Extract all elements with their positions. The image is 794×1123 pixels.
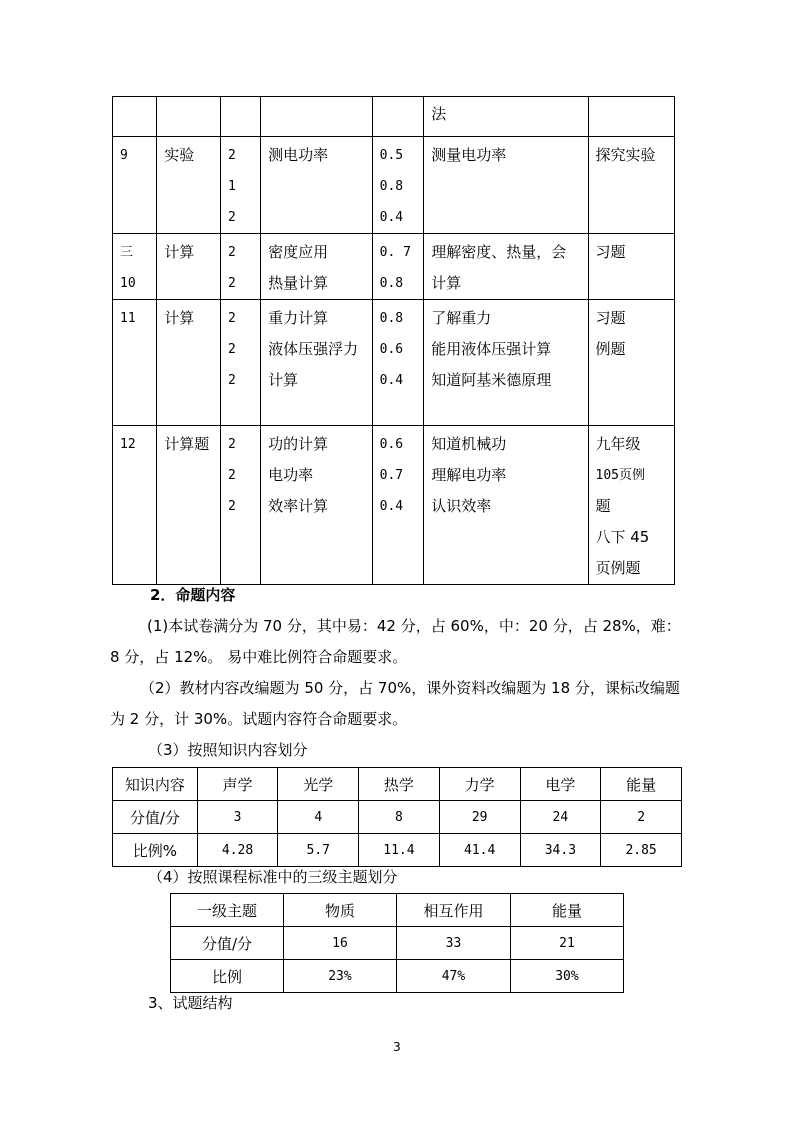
table-cell [588, 234, 675, 300]
table-row [171, 927, 624, 960]
cell-line: 九年级 [595, 435, 641, 453]
cell-line: 认识效率 [431, 497, 492, 515]
cell-line: 2 [227, 276, 236, 291]
cell-line: 0.4 [379, 499, 404, 514]
cell-line: 知道阿基米德原理 [431, 371, 552, 389]
cell-line: 2 [227, 148, 236, 163]
table-cell: 分值/分 [171, 927, 284, 960]
table-cell [424, 426, 588, 585]
cell-line: 11 [120, 311, 136, 326]
table-cell: 4 [278, 801, 359, 834]
cell-line [380, 99, 424, 130]
table-cell [372, 234, 424, 300]
cell-line: 电功率 [268, 466, 314, 484]
table-cell [372, 137, 424, 234]
table-row [113, 426, 675, 585]
exam-item-table [112, 96, 675, 585]
cell-line: 热量计算 [268, 274, 329, 292]
table-cell [261, 97, 373, 137]
table-cell: 47% [396, 960, 510, 993]
table-cell [113, 97, 157, 137]
table-cell [372, 300, 424, 426]
table-cell [372, 426, 424, 585]
cell-line: 重力计算 [268, 309, 329, 327]
table-cell [220, 137, 260, 234]
table-cell: 热学 [359, 768, 440, 801]
table-cell [157, 137, 221, 234]
table-cell: 33 [396, 927, 510, 960]
cell-line: 实验 [164, 146, 195, 164]
table-cell: 30% [510, 960, 623, 993]
table-cell: 41.4 [439, 834, 520, 867]
cell-line: 知道机械功 [431, 435, 507, 453]
cell-line: 了解重力 [431, 309, 492, 327]
cell-line: 题 [595, 497, 611, 515]
table-cell [220, 234, 260, 300]
table-cell: 一级主题 [171, 894, 284, 927]
knowledge-content-table [112, 767, 682, 867]
table-cell: 比例 [171, 960, 284, 993]
page-number: 3 [393, 1040, 401, 1054]
table-cell [157, 97, 221, 137]
table-cell: 比例% [113, 834, 198, 867]
cell-line: 效率计算 [268, 497, 329, 515]
table-cell [157, 426, 221, 585]
table-cell: 光学 [278, 768, 359, 801]
table-cell [424, 137, 588, 234]
cell-line [164, 99, 220, 130]
table-row [113, 137, 675, 234]
table-cell [261, 137, 373, 234]
cell-line: 2 [227, 342, 236, 357]
cell-line: 计算 [164, 309, 195, 327]
table-row [113, 300, 675, 426]
cell-line: 2 [227, 437, 236, 452]
table-cell [588, 426, 675, 585]
table-row [113, 97, 675, 137]
paragraph-knowledge-heading: （3）按照知识内容划分 [148, 741, 308, 759]
table-cell: 21 [510, 927, 623, 960]
paragraph-difficulty: (1)本试卷满分为 70 分，其中易：42 分，占 60%，中：20 分，占 28%，难：8 分，占 12%。 易中难比例符合命题要求。 [110, 617, 681, 666]
table-cell [157, 234, 221, 300]
table-cell [261, 234, 373, 300]
cell-line: 理解电功率 [431, 466, 507, 484]
cell-line: 计算 [268, 371, 299, 389]
table-cell: 34.3 [520, 834, 601, 867]
cell-line: 0.7 [379, 468, 404, 483]
table-cell [113, 234, 157, 300]
table-cell [113, 137, 157, 234]
cell-line: 0.4 [379, 210, 404, 225]
table-cell: 分值/分 [113, 801, 198, 834]
cell-line: 理解密度、热量，会 [431, 243, 567, 261]
table-row [171, 894, 624, 927]
cell-line [120, 99, 156, 130]
cell-line: 测量电功率 [431, 146, 507, 164]
cell-line: 0.6 [379, 342, 404, 357]
cell-line: 0.5 [379, 148, 404, 163]
table-cell: 声学 [197, 768, 278, 801]
cell-line: 10 [120, 276, 136, 291]
cell-line: 0.4 [379, 373, 404, 388]
cell-line: 计算 [431, 274, 462, 292]
table-cell: 电学 [520, 768, 601, 801]
table-cell: 29 [439, 801, 520, 834]
table-row [113, 234, 675, 300]
table-cell: 4.28 [197, 834, 278, 867]
cell-line: 1 [227, 179, 236, 194]
table-cell: 11.4 [359, 834, 440, 867]
cell-line: 9 [120, 148, 128, 163]
table-cell [220, 426, 260, 585]
table-cell: 24 [520, 801, 601, 834]
table-cell [588, 300, 675, 426]
cell-line: 法 [431, 105, 447, 123]
cell-line: 2 [227, 311, 236, 326]
table-cell [424, 300, 588, 426]
cell-line: 探究实验 [595, 146, 656, 164]
table-cell [220, 97, 260, 137]
cell-line: 页例题 [595, 559, 641, 577]
cell-line: 密度应用 [268, 243, 329, 261]
table-cell: 3 [197, 801, 278, 834]
table-cell [588, 137, 675, 234]
cell-line: 2 [227, 499, 236, 514]
cell-line: 2 [227, 245, 236, 260]
theme-table [170, 893, 624, 993]
table-cell: 物质 [283, 894, 396, 927]
table-cell [113, 300, 157, 426]
cell-line: 八下 45 [595, 528, 650, 546]
section-2-heading: 2．命题内容 [150, 586, 236, 604]
cell-line: 习题 [595, 309, 626, 327]
cell-line [228, 99, 260, 130]
table-cell [220, 300, 260, 426]
table-cell: 8 [359, 801, 440, 834]
cell-line: 三 [120, 245, 134, 260]
table-cell: 力学 [439, 768, 520, 801]
table-cell: 能量 [510, 894, 623, 927]
cell-line: 能用液体压强计算 [431, 340, 552, 358]
cell-line: 105页例 [595, 468, 645, 483]
cell-line: 2 [227, 373, 236, 388]
cell-line: 计算 [164, 243, 195, 261]
cell-line: 12 [120, 437, 136, 452]
cell-line: 0.8 [379, 311, 404, 326]
table-cell: 能量 [601, 768, 682, 801]
cell-line: 例题 [595, 340, 626, 358]
table-cell: 相互作用 [396, 894, 510, 927]
table-cell [261, 300, 373, 426]
table-cell [157, 300, 221, 426]
cell-line: 0.6 [379, 437, 404, 452]
paragraph-theme-heading: （4）按照课程标准中的三级主题划分 [148, 868, 398, 886]
table-cell: 5.7 [278, 834, 359, 867]
table-cell [424, 97, 588, 137]
table-cell: 知识内容 [113, 768, 198, 801]
table-cell: 2.85 [601, 834, 682, 867]
table-row [113, 768, 682, 801]
table-cell [372, 97, 424, 137]
paragraph-source: （2）教材内容改编题为 50 分，占 70%，课外资料改编题为 18 分，课标改编题为 2 分，计 30%。试题内容符合命题要求。 [110, 679, 680, 728]
cell-line: 0.8 [379, 276, 404, 291]
cell-line: 功的计算 [268, 435, 329, 453]
cell-line [596, 99, 675, 130]
table-row [113, 801, 682, 834]
cell-line: 液体压强浮力 [268, 340, 359, 358]
section-3-heading: 3、试题结构 [148, 994, 233, 1012]
cell-line [268, 99, 372, 130]
cell-line: 测电功率 [268, 146, 329, 164]
table-cell: 2 [601, 801, 682, 834]
cell-line: 2 [227, 468, 236, 483]
table-cell: 23% [283, 960, 396, 993]
table-cell [261, 426, 373, 585]
cell-line: 0.8 [379, 179, 404, 194]
cell-line: 习题 [595, 243, 626, 261]
table-cell [424, 234, 588, 300]
table-cell [113, 426, 157, 585]
table-cell: 16 [283, 927, 396, 960]
cell-line: 0. 7 [379, 245, 411, 260]
cell-line: 2 [227, 210, 236, 225]
cell-line: 计算题 [164, 435, 210, 453]
table-cell [588, 97, 675, 137]
